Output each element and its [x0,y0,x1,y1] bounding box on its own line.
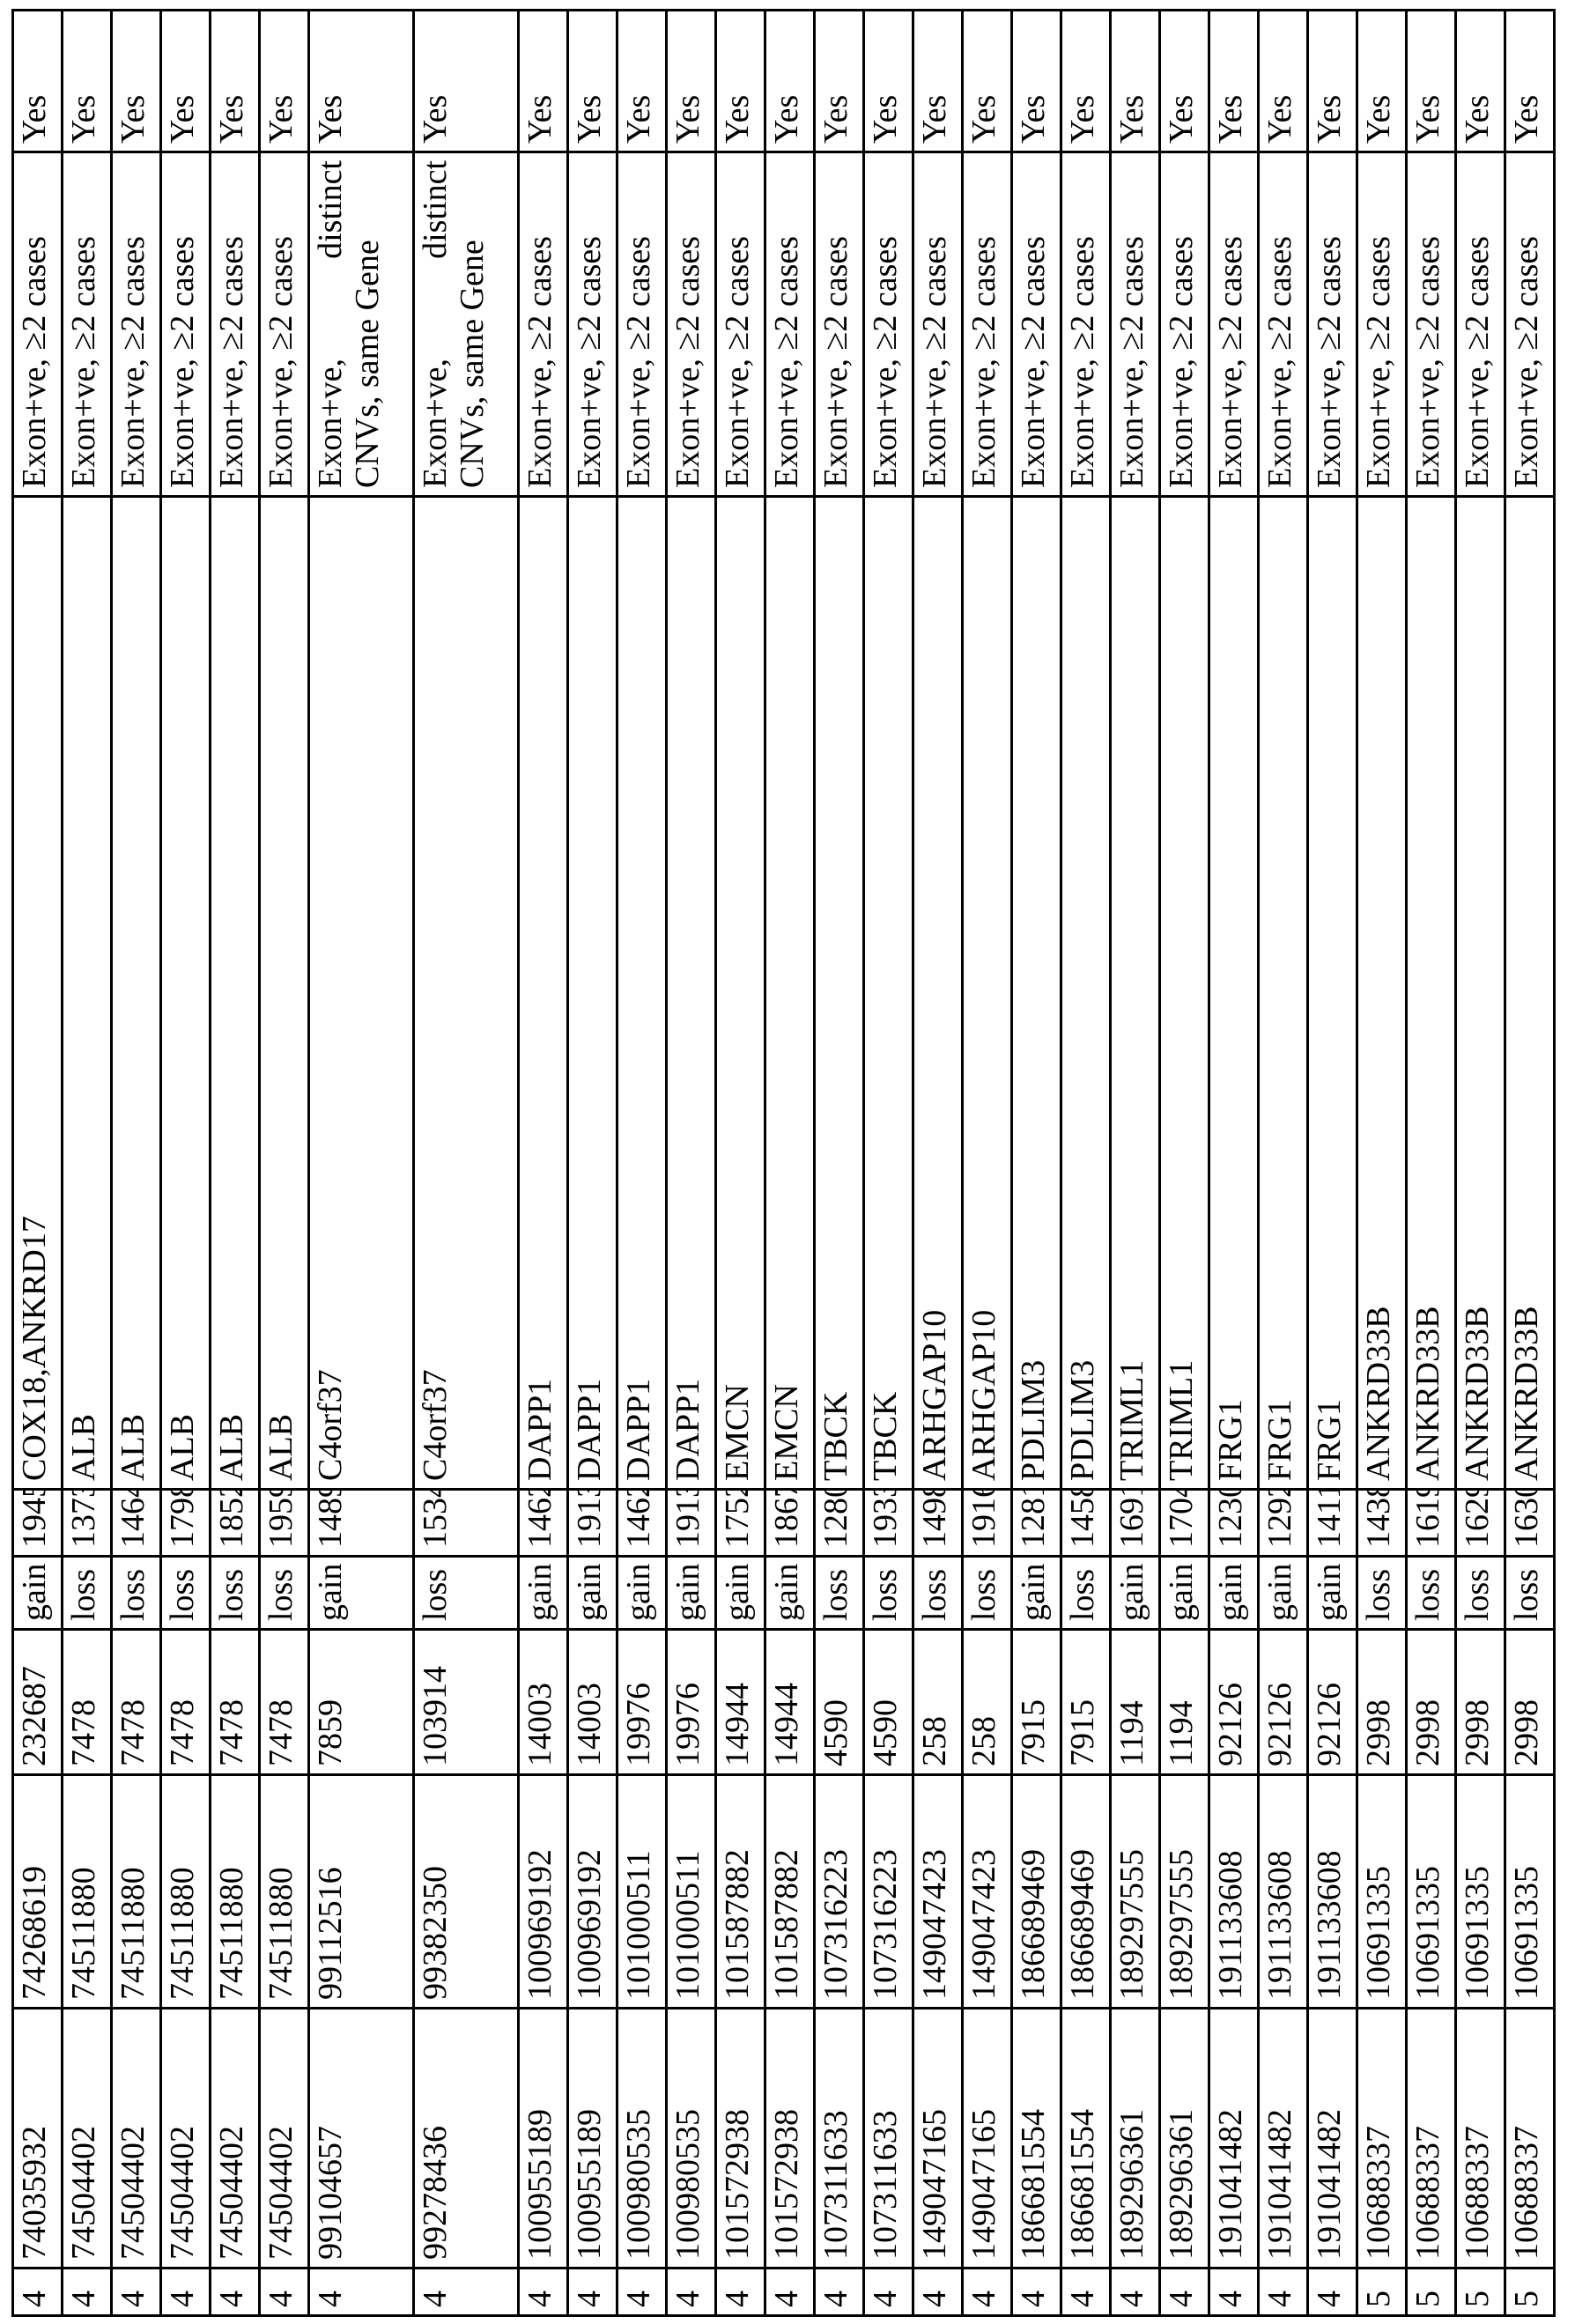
cnv-type-cell: loss [112,1557,161,1630]
category-cell: Exon+ve, ≥2 cases [617,152,667,497]
category-cell: Exon+ve, ≥2 cases [963,152,1012,497]
table-row [1012,11,1061,2316]
start-cell: 74504402 [211,2009,260,2268]
gene-cell: ANKRD33B [1357,497,1407,1490]
start-cell: 107311633 [864,2009,913,2268]
end-cell: 191133608 [1209,1775,1259,2009]
category-cell: Exon+ve, ≥2 cases [864,152,913,497]
start-cell: 186681554 [1012,2009,1061,2268]
table-row [1505,11,1555,2316]
result-cell: Yes [716,11,765,152]
cnv-type-cell: loss [815,1557,864,1630]
result-cell: Yes [211,11,260,152]
end-cell: 10691335 [1505,1775,1555,2009]
gene-cell: ANKRD33B [1505,497,1555,1490]
chromosome-cell: 4 [765,2268,815,2316]
gene-cell: DAPP1 [519,497,568,1490]
size-cell: 2998 [1505,1630,1555,1775]
size-cell: 232687 [13,1630,63,1775]
chromosome-cell: 4 [161,2268,211,2316]
cnv-type-cell: gain [716,1557,765,1630]
start-cell: 191041482 [1259,2009,1308,2268]
end-cell: 186689469 [1012,1775,1061,2009]
gene-cell: ALB [260,497,309,1490]
result-cell: Yes [161,11,211,152]
gene-cell: DAPP1 [667,497,716,1490]
chromosome-cell: 4 [864,2268,913,2316]
result-cell: Yes [1357,11,1407,152]
category-cell: Exon+ve, ≥2 cases [765,152,815,497]
size-cell: 1194 [1160,1630,1209,1775]
start-cell: 100955189 [519,2009,568,2268]
category-cell: Exon+ve, ≥2 cases [161,152,211,497]
end-cell: 100969192 [568,1775,617,2009]
start-cell: 74504402 [260,2009,309,2268]
case-id-cell: 1916 [963,1490,1012,1557]
size-cell: 103914 [414,1630,519,1775]
rotated-table-page [11,11,1568,2317]
gene-cell: TBCK [815,497,864,1490]
chromosome-cell: 4 [1061,2268,1111,2316]
case-id-cell: 1280 [815,1490,864,1557]
gene-cell: FRG1 [1209,497,1259,1490]
size-cell: 19976 [667,1630,716,1775]
category-cell: Exon+ve, distinct CNVs, same Gene [309,152,414,497]
start-cell: 189296361 [1160,2009,1209,2268]
category-cell: Exon+ve, ≥2 cases [519,152,568,497]
cnv-table [11,9,1556,2317]
start-cell: 101572938 [716,2009,765,2268]
chromosome-cell: 4 [1259,2268,1308,2316]
start-cell: 100955189 [568,2009,617,2268]
case-id-cell: 1945 [13,1490,63,1557]
result-cell: Yes [1259,11,1308,152]
chromosome-cell: 5 [1505,2268,1555,2316]
category-cell: Exon+ve, distinct CNVs, same Gene [414,152,519,497]
case-id-cell: 1462 [617,1490,667,1557]
category-cell: Exon+ve, ≥2 cases [667,152,716,497]
case-id-cell: 1913 [667,1490,716,1557]
chromosome-cell: 4 [716,2268,765,2316]
case-id-cell: 1281 [1012,1490,1061,1557]
table-row [1160,11,1209,2316]
cnv-type-cell: gain [13,1557,63,1630]
case-id-cell: 1373 [63,1490,112,1557]
start-cell: 10688337 [1456,2009,1505,2268]
case-id-cell: 1438 [1357,1490,1407,1557]
start-cell: 101572938 [765,2009,815,2268]
end-cell: 101587882 [716,1775,765,2009]
end-cell: 74268619 [13,1775,63,2009]
end-cell: 10691335 [1456,1775,1505,2009]
chromosome-cell: 4 [963,2268,1012,2316]
result-cell: Yes [309,11,414,152]
category-cell: Exon+ve, ≥2 cases [1456,152,1505,497]
result-cell: Yes [1505,11,1555,152]
table-row [568,11,617,2316]
gene-cell: TRIML1 [1111,497,1160,1490]
gene-cell: ARHGAP10 [913,497,963,1490]
category-cell: Exon+ve, ≥2 cases [568,152,617,497]
result-cell: Yes [1456,11,1505,152]
size-cell: 14944 [765,1630,815,1775]
end-cell: 189297555 [1160,1775,1209,2009]
cnv-type-cell: loss [1456,1557,1505,1630]
start-cell: 149047165 [963,2009,1012,2268]
result-cell: Yes [568,11,617,152]
end-cell: 186689469 [1061,1775,1111,2009]
cnv-type-cell: loss [63,1557,112,1630]
chromosome-cell: 4 [414,2268,519,2316]
size-cell: 7478 [63,1630,112,1775]
chromosome-cell: 4 [667,2268,716,2316]
cnv-type-cell: gain [568,1557,617,1630]
chromosome-cell: 4 [13,2268,63,2316]
case-id-cell: 1464 [112,1490,161,1557]
start-cell: 10688337 [1407,2009,1456,2268]
start-cell: 191041482 [1209,2009,1259,2268]
category-cell: Exon+ve, ≥2 cases [63,152,112,497]
category-cell: Exon+ve, ≥2 cases [1505,152,1555,497]
table-row [1407,11,1456,2316]
size-cell: 7859 [309,1630,414,1775]
result-cell: Yes [1407,11,1456,152]
start-cell: 74504402 [112,2009,161,2268]
chromosome-cell: 4 [211,2268,260,2316]
chromosome-cell: 4 [1308,2268,1357,2316]
chromosome-cell: 4 [260,2268,309,2316]
case-id-cell: 1852 [211,1490,260,1557]
result-cell: Yes [519,11,568,152]
start-cell: 186681554 [1061,2009,1111,2268]
category-cell: Exon+ve, ≥2 cases [1209,152,1259,497]
cnv-type-cell: loss [414,1557,519,1630]
category-cell: Exon+ve, ≥2 cases [716,152,765,497]
start-cell: 149047165 [913,2009,963,2268]
start-cell: 74035932 [13,2009,63,2268]
table-row [864,11,913,2316]
size-cell: 258 [963,1630,1012,1775]
case-id-cell: 1498 [913,1490,963,1557]
gene-cell: DAPP1 [617,497,667,1490]
gene-cell: C4orf37 [414,497,519,1490]
case-id-cell: 1462 [519,1490,568,1557]
size-cell: 1194 [1111,1630,1160,1775]
gene-cell: ARHGAP10 [963,497,1012,1490]
table-row [1061,11,1111,2316]
end-cell: 99382350 [414,1775,519,2009]
gene-cell: C4orf37 [309,497,414,1490]
end-cell: 189297555 [1111,1775,1160,2009]
case-id-cell: 1411 [1308,1490,1357,1557]
end-cell: 149047423 [963,1775,1012,2009]
result-cell: Yes [1209,11,1259,152]
result-cell: Yes [617,11,667,152]
end-cell: 101587882 [765,1775,815,2009]
end-cell: 74511880 [211,1775,260,2009]
start-cell: 100980535 [667,2009,716,2268]
case-id-cell: 1867 [765,1490,815,1557]
case-id-cell: 1630 [1505,1490,1555,1557]
result-cell: Yes [1111,11,1160,152]
case-id-cell: 1629 [1456,1490,1505,1557]
result-cell: Yes [1160,11,1209,152]
result-cell: Yes [63,11,112,152]
chromosome-cell: 4 [617,2268,667,2316]
gene-cell: PDLIM3 [1012,497,1061,1490]
size-cell: 7478 [211,1630,260,1775]
chromosome-cell: 5 [1407,2268,1456,2316]
end-cell: 100969192 [519,1775,568,2009]
cnv-type-cell: loss [161,1557,211,1630]
chromosome-cell: 4 [815,2268,864,2316]
table-row [13,11,63,2316]
table-row [260,11,309,2316]
cnv-type-cell: loss [913,1557,963,1630]
end-cell: 74511880 [260,1775,309,2009]
chromosome-cell: 4 [63,2268,112,2316]
cnv-type-cell: gain [519,1557,568,1630]
chromosome-cell: 4 [519,2268,568,2316]
chromosome-cell: 4 [1111,2268,1160,2316]
chromosome-cell: 5 [1456,2268,1505,2316]
case-id-cell: 1933 [864,1490,913,1557]
cnv-type-cell: loss [1357,1557,1407,1630]
cnv-type-cell: gain [1259,1557,1308,1630]
cnv-type-cell: loss [864,1557,913,1630]
gene-cell: DAPP1 [568,497,617,1490]
end-cell: 191133608 [1308,1775,1357,2009]
case-id-cell: 1959 [260,1490,309,1557]
size-cell: 4590 [864,1630,913,1775]
case-id-cell: 1798 [161,1490,211,1557]
gene-cell: FRG1 [1259,497,1308,1490]
size-cell: 92126 [1308,1630,1357,1775]
category-cell: Exon+ve, ≥2 cases [815,152,864,497]
gene-cell: TRIML1 [1160,497,1209,1490]
category-cell: Exon+ve, ≥2 cases [260,152,309,497]
cnv-type-cell: loss [211,1557,260,1630]
cnv-type-cell: loss [1061,1557,1111,1630]
table-row [716,11,765,2316]
size-cell: 2998 [1407,1630,1456,1775]
start-cell: 99104657 [309,2009,414,2268]
size-cell: 14003 [568,1630,617,1775]
table-row [414,11,519,2316]
case-id-cell: 1752 [716,1490,765,1557]
gene-cell: TBCK [864,497,913,1490]
table-row [519,11,568,2316]
table-row [1357,11,1407,2316]
end-cell: 149047423 [913,1775,963,2009]
size-cell: 2998 [1456,1630,1505,1775]
cnv-type-cell: gain [667,1557,716,1630]
case-id-cell: 1619 [1407,1490,1456,1557]
result-cell: Yes [765,11,815,152]
category-cell: Exon+ve, ≥2 cases [1012,152,1061,497]
table-row [1111,11,1160,2316]
gene-cell: ALB [112,497,161,1490]
gene-cell: ALB [211,497,260,1490]
size-cell: 4590 [815,1630,864,1775]
gene-cell: ALB [161,497,211,1490]
result-cell: Yes [815,11,864,152]
table-row [63,11,112,2316]
cnv-type-cell: loss [1407,1557,1456,1630]
chromosome-cell: 4 [309,2268,414,2316]
start-cell: 189296361 [1111,2009,1160,2268]
end-cell: 74511880 [161,1775,211,2009]
category-cell: Exon+ve, ≥2 cases [112,152,161,497]
table-row [617,11,667,2316]
cnv-type-cell: gain [1308,1557,1357,1630]
chromosome-cell: 4 [568,2268,617,2316]
start-cell: 191041482 [1308,2009,1357,2268]
table-body [13,11,1555,2316]
result-cell: Yes [913,11,963,152]
gene-cell: ANKRD33B [1456,497,1505,1490]
table-row [1209,11,1259,2316]
size-cell: 2998 [1357,1630,1407,1775]
result-cell: Yes [667,11,716,152]
category-cell: Exon+ve, ≥2 cases [211,152,260,497]
size-cell: 258 [913,1630,963,1775]
end-cell: 74511880 [63,1775,112,2009]
size-cell: 14944 [716,1630,765,1775]
cnv-type-cell: gain [617,1557,667,1630]
cnv-type-cell: gain [1160,1557,1209,1630]
gene-cell: ALB [63,497,112,1490]
result-cell: Yes [112,11,161,152]
table-row [211,11,260,2316]
cnv-type-cell: loss [1505,1557,1555,1630]
table-row [161,11,211,2316]
table-row [1308,11,1357,2316]
size-cell: 7478 [161,1630,211,1775]
cnv-type-cell: gain [309,1557,414,1630]
table-row [963,11,1012,2316]
start-cell: 100980535 [617,2009,667,2268]
cnv-type-cell: loss [260,1557,309,1630]
result-cell: Yes [1061,11,1111,152]
size-cell: 14003 [519,1630,568,1775]
case-id-cell: 1458 [1061,1490,1111,1557]
table-row [309,11,414,2316]
table-row [112,11,161,2316]
category-cell: Exon+ve, ≥2 cases [1308,152,1357,497]
start-cell: 10688337 [1505,2009,1555,2268]
cnv-type-cell: gain [765,1557,815,1630]
cnv-type-cell: gain [1209,1557,1259,1630]
cnv-type-cell: gain [1012,1557,1061,1630]
end-cell: 101000511 [667,1775,716,2009]
gene-cell: COX18,ANKRD17 [13,497,63,1490]
end-cell: 107316223 [815,1775,864,2009]
end-cell: 99112516 [309,1775,414,2009]
result-cell: Yes [864,11,913,152]
start-cell: 99278436 [414,2009,519,2268]
size-cell: 7915 [1012,1630,1061,1775]
chromosome-cell: 4 [1012,2268,1061,2316]
start-cell: 74504402 [63,2009,112,2268]
category-cell: Exon+ve, ≥2 cases [13,152,63,497]
gene-cell: ANKRD33B [1407,497,1456,1490]
size-cell: 7478 [112,1630,161,1775]
table-row [1456,11,1505,2316]
table-row [815,11,864,2316]
chromosome-cell: 4 [1160,2268,1209,2316]
gene-cell: EMCN [716,497,765,1490]
chromosome-cell: 4 [1209,2268,1259,2316]
size-cell: 19976 [617,1630,667,1775]
size-cell: 92126 [1209,1630,1259,1775]
end-cell: 10691335 [1407,1775,1456,2009]
cnv-type-cell: loss [963,1557,1012,1630]
result-cell: Yes [414,11,519,152]
category-cell: Exon+ve, ≥2 cases [1259,152,1308,497]
result-cell: Yes [260,11,309,152]
case-id-cell: 1489 [309,1490,414,1557]
chromosome-cell: 5 [1357,2268,1407,2316]
category-cell: Exon+ve, ≥2 cases [913,152,963,497]
start-cell: 74504402 [161,2009,211,2268]
case-id-cell: 1704 [1160,1490,1209,1557]
end-cell: 191133608 [1259,1775,1308,2009]
start-cell: 10688337 [1357,2009,1407,2268]
end-cell: 74511880 [112,1775,161,2009]
size-cell: 7915 [1061,1630,1111,1775]
gene-cell: FRG1 [1308,497,1357,1490]
table-row [913,11,963,2316]
case-id-cell: 1230 [1209,1490,1259,1557]
case-id-cell: 1534 [414,1490,519,1557]
result-cell: Yes [1308,11,1357,152]
result-cell: Yes [1012,11,1061,152]
case-id-cell: 1292 [1259,1490,1308,1557]
case-id-cell: 1913 [568,1490,617,1557]
cnv-type-cell: gain [1111,1557,1160,1630]
table-row [1259,11,1308,2316]
category-cell: Exon+ve, ≥2 cases [1407,152,1456,497]
gene-cell: PDLIM3 [1061,497,1111,1490]
category-cell: Exon+ve, ≥2 cases [1160,152,1209,497]
result-cell: Yes [963,11,1012,152]
size-cell: 7478 [260,1630,309,1775]
end-cell: 10691335 [1357,1775,1407,2009]
chromosome-cell: 4 [112,2268,161,2316]
chromosome-cell: 4 [913,2268,963,2316]
start-cell: 107311633 [815,2009,864,2268]
result-cell: Yes [13,11,63,152]
category-cell: Exon+ve, ≥2 cases [1357,152,1407,497]
gene-cell: EMCN [765,497,815,1490]
end-cell: 101000511 [617,1775,667,2009]
table-row [667,11,716,2316]
end-cell: 107316223 [864,1775,913,2009]
case-id-cell: 1691 [1111,1490,1160,1557]
category-cell: Exon+ve, ≥2 cases [1111,152,1160,497]
size-cell: 92126 [1259,1630,1308,1775]
category-cell: Exon+ve, ≥2 cases [1061,152,1111,497]
table-row [765,11,815,2316]
